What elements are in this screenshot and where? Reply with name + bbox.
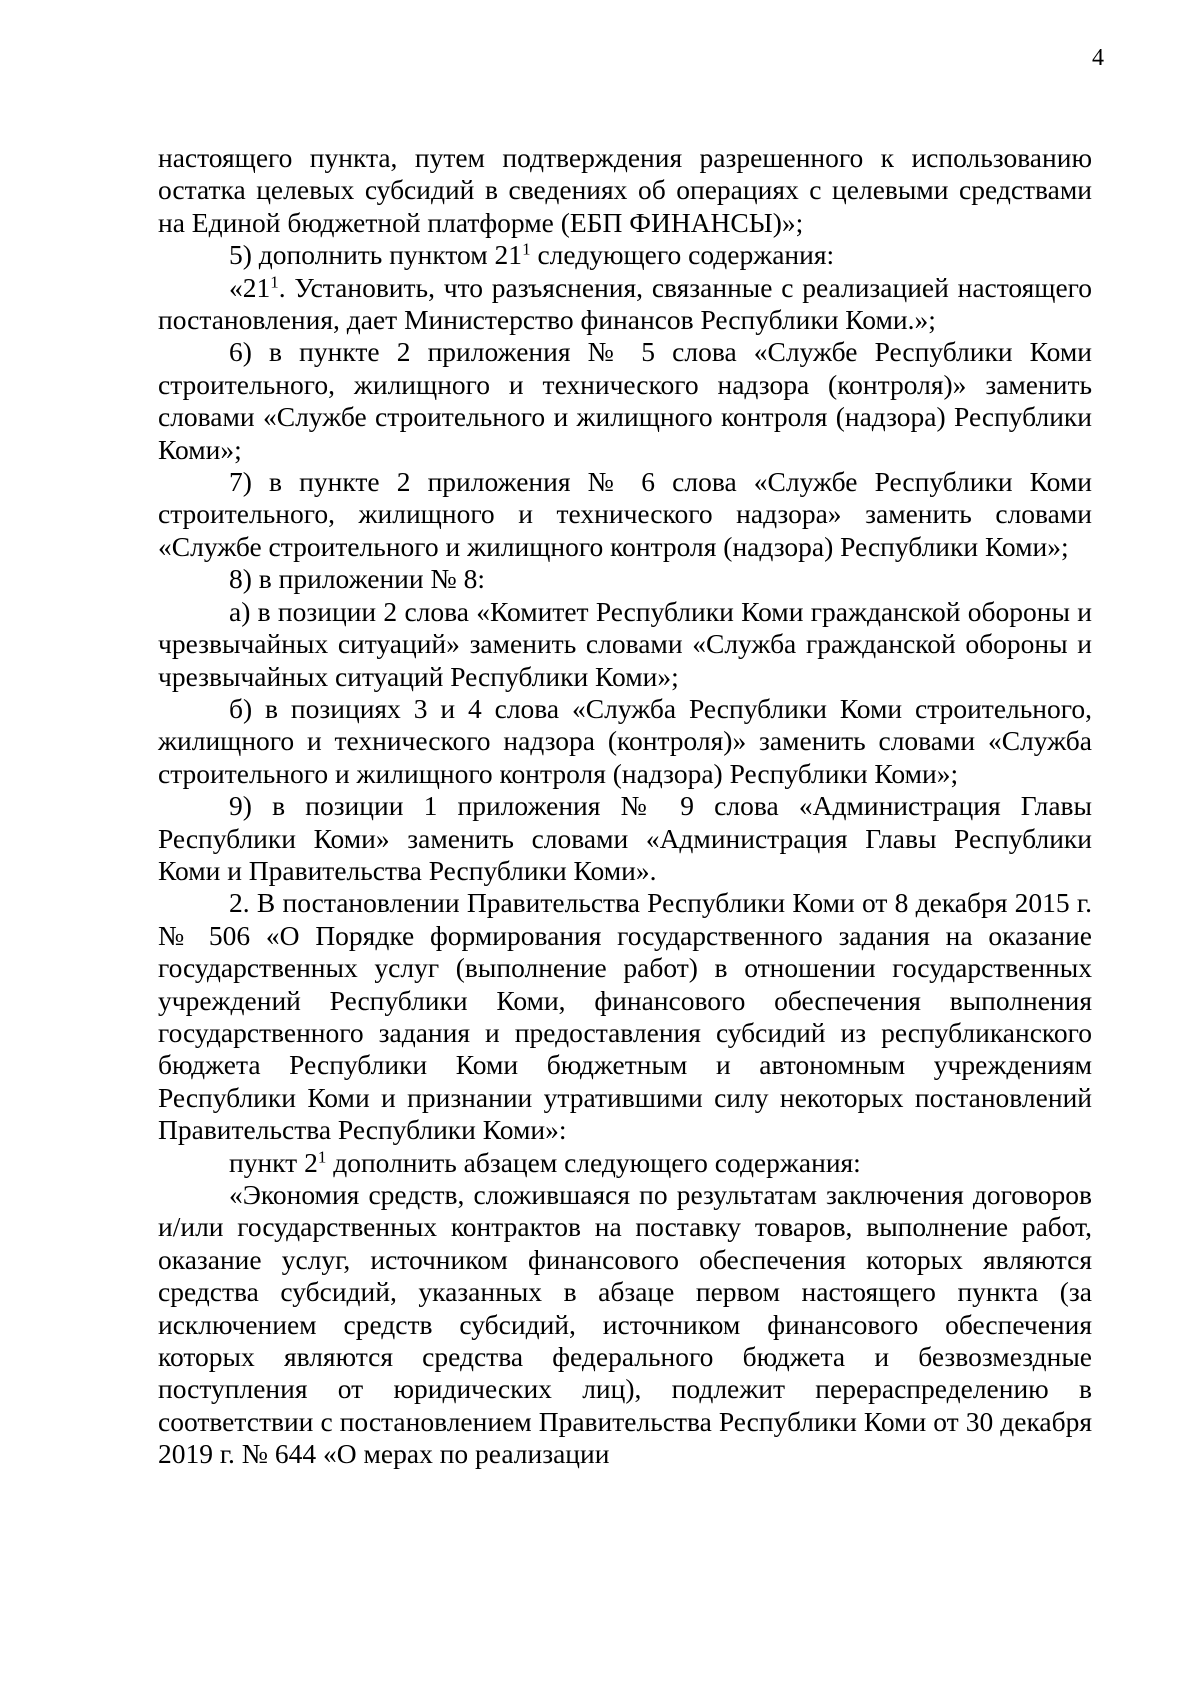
text-fragment: «21	[229, 271, 271, 303]
text-fragment: следующего содержания:	[530, 239, 835, 271]
document-body	[158, 142, 1092, 1471]
paragraph-item-21-1	[158, 272, 1092, 337]
superscript: 1	[522, 239, 531, 259]
text-fragment: 5) дополнить пунктом 21	[229, 239, 523, 271]
superscript: 1	[270, 272, 279, 292]
paragraph-continuation: настоящего пункта, путем подтверждения разрешенного к использованию остатка целевых субсидий в сведениях об операциях с целевыми средствами на Единой бюджетной платформе (ЕБП ФИНАНСЫ)»;	[158, 142, 1092, 238]
paragraph-quoted-text: «Экономия средств, сложившаяся по результатам заключения договоров и/или государственных контрактов на поставку товаров, выполнение работ, оказание услуг, источником финансового обеспечения которых являются средства субсидий, указанных в абзаце первом настоящего пункта (за исключением средств субсидий, источником финансового обеспечения которых являются средства федерального бюджета и безвозмездные поступления от юридических лиц), подлежит перераспределению в соответствии с постановлением Правительства Республики Коми от 30 декабря 2019 г. № 644 «О мерах по реализации	[158, 1179, 1092, 1470]
paragraph-item-8a: а) в позиции 2 слова «Комитет Республики Коми гражданской обороны и чрезвычайных ситуаций» заменить словами «Служба гражданской обороны и чрезвычайных ситуаций Республики Коми»;	[158, 595, 1092, 692]
paragraph-item-8b: б) в позициях 3 и 4 слова «Служба Республики Коми строительного, жилищного и технического надзора (контроля)» заменить словами «Служба строительного и жилищного контроля (надзора) Республики Коми»;	[158, 692, 1092, 789]
text-fragment: пункт 2	[229, 1146, 318, 1178]
text-fragment: . Установить, что разъяснения, связанные с реализацией настоящего постановления, дает Министерство финансов Республики Коми.»;	[158, 271, 1092, 336]
page-number: 4	[1092, 45, 1104, 71]
paragraph-item-6: 6) в пункте 2 приложения № 5 слова «Службе Республики Коми строительного, жилищного и технического надзора (контроля)» заменить словами «Службе строительного и жилищного контроля (надзора) Республики Коми»;	[158, 336, 1092, 465]
paragraph-item-8: 8) в приложении № 8:	[229, 563, 485, 595]
paragraph-point-2-1	[158, 1147, 1092, 1179]
text-fragment: дополнить абзацем следующего содержания:	[326, 1146, 861, 1178]
superscript: 1	[317, 1147, 327, 1167]
paragraph-section-2: 2. В постановлении Правительства Республики Коми от 8 декабря 2015 г. № 506 «О Порядке формирования государственного задания на оказание государственных услуг (выполнение работ) в отношении государственных учреждений Республики Коми, финансового обеспечения выполнения государственного задания и предоставления субсидий из республиканского бюджета Республики Коми бюджетным и автономным учреждениям Республики Коми и признании утратившими силу некоторых постановлений Правительства Республики Коми»:	[158, 887, 1092, 1146]
paragraph-item-9: 9) в позиции 1 приложения № 9 слова «Администрация Главы Республики Коми» заменить словами «Администрация Главы Республики Коми и Правительства Республики Коми».	[158, 790, 1092, 886]
paragraph-item-7: 7) в пункте 2 приложения № 6 слова «Службе Республики Коми строительного, жилищного и технического надзора» заменить словами «Службе строительного и жилищного контроля (надзора) Республики Коми»;	[158, 466, 1092, 562]
paragraph-item-5	[158, 239, 1092, 271]
